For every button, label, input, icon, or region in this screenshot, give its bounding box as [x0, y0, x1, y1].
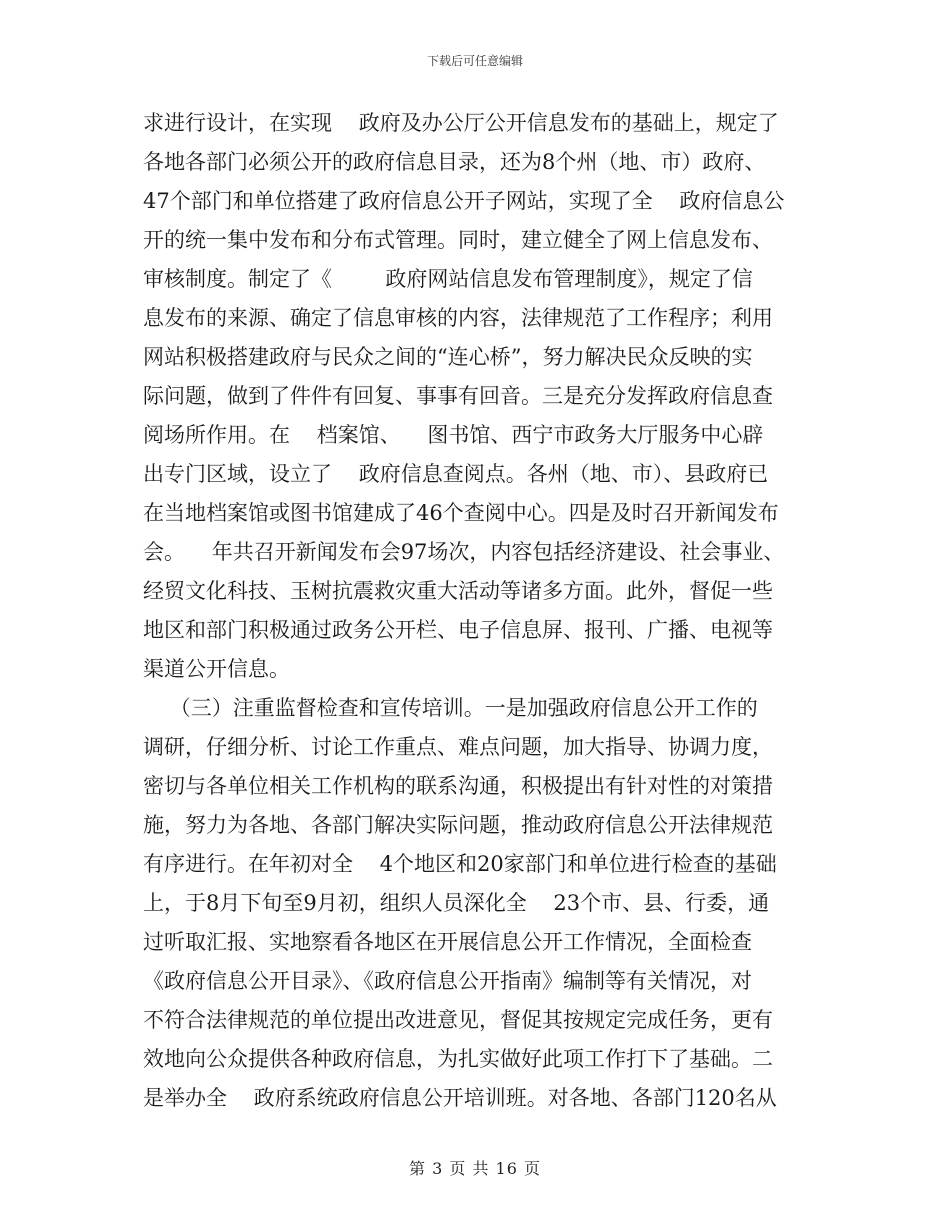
- body-line: 经贸文化科技、玉树抗震救灾重大活动等诸多方面。此外，督促一些: [143, 579, 773, 603]
- body-line: 《政府信息公开目录》、《政府信息公开指南》编制等有关情况，对: [143, 969, 752, 993]
- document-body: [143, 104, 809, 1118]
- body-line: 各地各部门必须公开的政府信息目录，还为8个州（地、市）政府、: [143, 150, 766, 174]
- body-line: 有序进行。在年初对全 4个地区和20家部门和单位进行检查的基础: [143, 852, 777, 876]
- body-line: 渠道公开信息。: [143, 657, 290, 681]
- body-line: 网站积极搭建政府与民众之间的“连心桥”，努力解决民众反映的实: [143, 345, 753, 369]
- body-line: 息发布的来源、确定了信息审核的内容，法律规范了工作程序；利用: [143, 306, 773, 330]
- body-line: 求进行设计，在实现 政府及办公厅公开信息发布的基础上，规定了: [143, 111, 779, 135]
- body-line: 出专门区域，设立了 政府信息查阅点。各州（地、市）、县政府已: [143, 462, 769, 486]
- body-line: 在当地档案馆或图书馆建成了46个查阅中心。四是及时召开新闻发布: [143, 501, 779, 525]
- body-line: （三）注重监督检查和宣传培训。一是加强政府信息公开工作的: [143, 696, 758, 720]
- body-line: 地区和部门积极通过政务公开栏、电子信息屏、报刊、广播、电视等: [143, 618, 773, 642]
- body-line: 开的统一集中发布和分布式管理。同时，建立健全了网上信息发布、: [143, 228, 773, 252]
- body-line: 审核制度。制定了《 政府网站信息发布管理制度》，规定了信: [143, 267, 753, 291]
- body-line: 会。 年共召开新闻发布会97场次，内容包括经济建设、社会事业、: [143, 540, 785, 564]
- page-footer: 第 3 页 共 16 页: [409, 1159, 541, 1178]
- body-line: 上，于8月下旬至9月初，组织人员深化全 23个市、县、行委，通: [143, 891, 770, 915]
- body-line: 47个部门和单位搭建了政府信息公开子网站，实现了全 政府信息公: [143, 189, 785, 213]
- body-line: 是举办全 政府系统政府信息公开培训班。对各地、各部门120名从: [143, 1086, 777, 1110]
- body-line: 施，努力为各地、各部门解决实际问题，推动政府信息公开法律规范: [143, 813, 773, 837]
- page-header: 下载后可任意编辑: [426, 54, 523, 68]
- body-line: 阅场所作用。在 档案馆、 图书馆、西宁市政务大厅服务中心辟: [143, 423, 764, 447]
- body-line: 不符合法律规范的单位提出改进意见，督促其按规定完成任务，更有: [143, 1008, 773, 1032]
- body-line: 过听取汇报、实地察看各地区在开展信息公开工作情况，全面检查: [143, 930, 752, 954]
- body-line: 密切与各单位相关工作机构的联系沟通，积极提出有针对性的对策措: [143, 774, 773, 798]
- body-line: 调研，仔细分析、讨论工作重点、难点问题，加大指导、协调力度，: [143, 735, 773, 759]
- body-line: 效地向公众提供各种政府信息，为扎实做好此项工作打下了基础。二: [143, 1047, 773, 1071]
- body-line: 际问题，做到了件件有回复、事事有回音。三是充分发挥政府信息查: [143, 384, 773, 408]
